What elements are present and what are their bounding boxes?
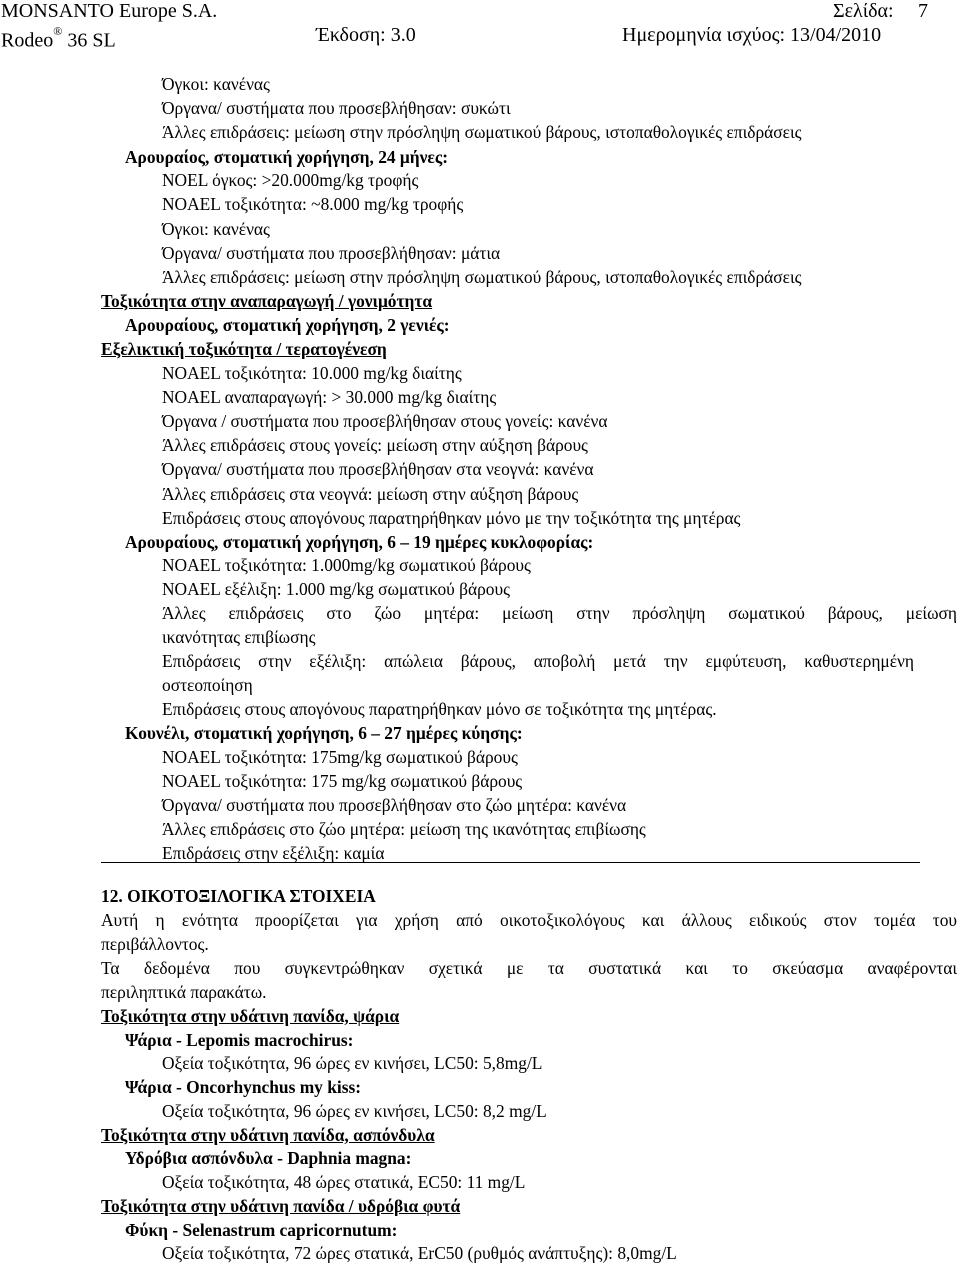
section-divider xyxy=(101,862,920,863)
study-heading: Αρουραίους, στοματική χορήγηση, 6 – 19 ημέρες κυκλοφορίας: xyxy=(125,532,594,552)
species-heading: Υδρόβια ασπόνδυλα - Daphnia magna: xyxy=(125,1148,412,1168)
body-line: Άλλες επιδράσεις στους γονείς: μείωση στην αύξηση βάρους xyxy=(162,435,588,455)
body-line: Άλλες επιδράσεις: μείωση στην πρόσληψη σωματικού βάρους, ιστοπαθολογικές επιδράσεις xyxy=(162,267,802,287)
species-heading: Ψάρια - Lepomis macrochirus: xyxy=(125,1030,354,1050)
body-line: Επιδράσεις στην εξέλιξη: απώλεια βάρους, αποβολή μετά την εμφύτευση, καθυστερημένη xyxy=(162,651,914,671)
species-heading: Ψάρια - Oncorhynchus my kiss: xyxy=(125,1077,362,1097)
body-line: Άλλες επιδράσεις: μείωση στην πρόσληψη σωματικού βάρους, ιστοπαθολογικές επιδράσεις xyxy=(162,122,802,142)
body-line: Όγκοι: κανένας xyxy=(162,74,270,94)
body-line: Όργανα/ συστήματα που προσεβλήθησαν στο ζώο μητέρα: κανένα xyxy=(162,795,627,815)
page-label: Σελίδα: xyxy=(833,0,894,22)
paragraph-line: Τα δεδομένα που συγκεντρώθηκαν σχετικά με τα συστατικά και το σκεύασμα αναφέρονται xyxy=(101,958,957,978)
body-line: Όγκοι: κανένας xyxy=(162,219,270,239)
body-line: Όργανα/ συστήματα που προσεβλήθησαν: μάτια xyxy=(162,243,501,263)
registered-mark: ® xyxy=(53,24,63,38)
species-heading: Φύκη - Selenastrum capricornutum: xyxy=(125,1220,398,1240)
body-line: NOAEL αναπαραγωγή: > 30.000 mg/kg διαίτης xyxy=(162,387,497,407)
body-line: NOAEL τοξικότητα: 1.000mg/kg σωματικού βάρους xyxy=(162,555,531,575)
subsection-heading: Τοξικότητα στην υδάτινη πανίδα, ψάρια xyxy=(101,1006,400,1026)
version: Έκδοση: 3.0 xyxy=(316,24,416,46)
body-line: Όργανα / συστήματα που προσεβλήθησαν στους γονείς: κανένα xyxy=(162,411,608,431)
body-line: Άλλες επιδράσεις στα νεογνά: μείωση στην αύξηση βάρους xyxy=(162,484,579,504)
study-heading: Αρουραίους, στοματική χορήγηση, 2 γενιές: xyxy=(125,315,450,335)
valid-date: Ημερομηνία ισχύος: 13/04/2010 xyxy=(622,24,882,46)
body-line: NOAEL τοξικότητα: 175mg/kg σωματικού βάρους xyxy=(162,747,518,767)
product-name xyxy=(1,24,116,52)
body-line: Άλλες επιδράσεις στο ζώο μητέρα: μείωση της ικανότητας επιβίωσης xyxy=(162,819,646,839)
study-heading: Αρουραίος, στοματική χορήγηση, 24 μήνες: xyxy=(125,147,448,167)
body-line: NOEL όγκος: >20.000mg/kg τροφής xyxy=(162,170,419,190)
result-line: Οξεία τοξικότητα, 48 ώρες στατικά, EC50: 11 mg/L xyxy=(162,1172,526,1192)
body-line: ικανότητας επιβίωσης xyxy=(162,627,316,647)
body-line: Επιδράσεις στους απογόνους παρατηρήθηκαν μόνο σε τοξικότητα της μητέρας. xyxy=(162,699,717,719)
body-line: NOAEL εξέλιξη: 1.000 mg/kg σωματικού βάρους xyxy=(162,579,510,599)
body-line: Όργανα/ συστήματα που προσεβλήθησαν στα νεογνά: κανένα xyxy=(162,459,594,479)
paragraph-line: περιληπτικά παρακάτω. xyxy=(101,982,267,1002)
subsection-heading: Τοξικότητα στην υδάτινη πανίδα, ασπόνδυλα xyxy=(101,1125,435,1145)
body-line: Επιδράσεις στους απογόνους παρατηρήθηκαν μόνο με την τοξικότητα της μητέρας xyxy=(162,508,741,528)
result-line: Οξεία τοξικότητα, 72 ώρες στατικά, ErC50 (ρυθμός ανάπτυξης): 8,0mg/L xyxy=(162,1243,677,1263)
result-line: Οξεία τοξικότητα, 96 ώρες εν κινήσει, LC50: 5,8mg/L xyxy=(162,1053,543,1073)
paragraph-line: περιβάλλοντος. xyxy=(101,934,209,954)
company-name: MONSANTO Europe S.A. xyxy=(1,0,218,22)
product-suffix: 36 SL xyxy=(62,29,116,52)
body-line: Όργανα/ συστήματα που προσεβλήθησαν: συκώτι xyxy=(162,98,511,118)
body-line: Άλλες επιδράσεις στο ζώο μητέρα: μείωση στην πρόσληψη σωματικού βάρους, μείωση xyxy=(162,603,957,623)
study-heading: Κουνέλι, στοματική χορήγηση, 6 – 27 ημέρες κύησης: xyxy=(125,723,523,743)
body-line: NOAEL τοξικότητα: ~8.000 mg/kg τροφής xyxy=(162,194,464,214)
body-line: NOAEL τοξικότητα: 175 mg/kg σωματικού βάρους xyxy=(162,771,523,791)
product-label: Rodeo xyxy=(1,29,54,52)
page-number: 7 xyxy=(918,0,928,22)
body-line: NOAEL τοξικότητα: 10.000 mg/kg διαίτης xyxy=(162,363,462,383)
result-line: Οξεία τοξικότητα, 96 ώρες εν κινήσει, LC50: 8,2 mg/L xyxy=(162,1101,547,1121)
subsection-heading: Τοξικότητα στην αναπαραγωγή / γονιμότητα xyxy=(101,291,433,311)
body-line: οστεοποίηση xyxy=(162,675,253,695)
section-heading: 12. ΟΙΚΟΤΟΞΙΛΟΓΙΚΑ ΣΤΟΙΧΕΙΑ xyxy=(101,886,376,906)
paragraph-line: Αυτή η ενότητα προορίζεται για χρήση από οικοτοξικολόγους και άλλους ειδικούς στον τομέα του xyxy=(101,910,957,930)
subsection-heading: Τοξικότητα στην υδάτινη πανίδα / υδρόβια φυτά xyxy=(101,1196,461,1216)
body-line: Επιδράσεις στην εξέλιξη: καμία xyxy=(162,843,385,863)
subsection-heading: Εξελικτική τοξικότητα / τερατογένεση xyxy=(101,339,387,359)
